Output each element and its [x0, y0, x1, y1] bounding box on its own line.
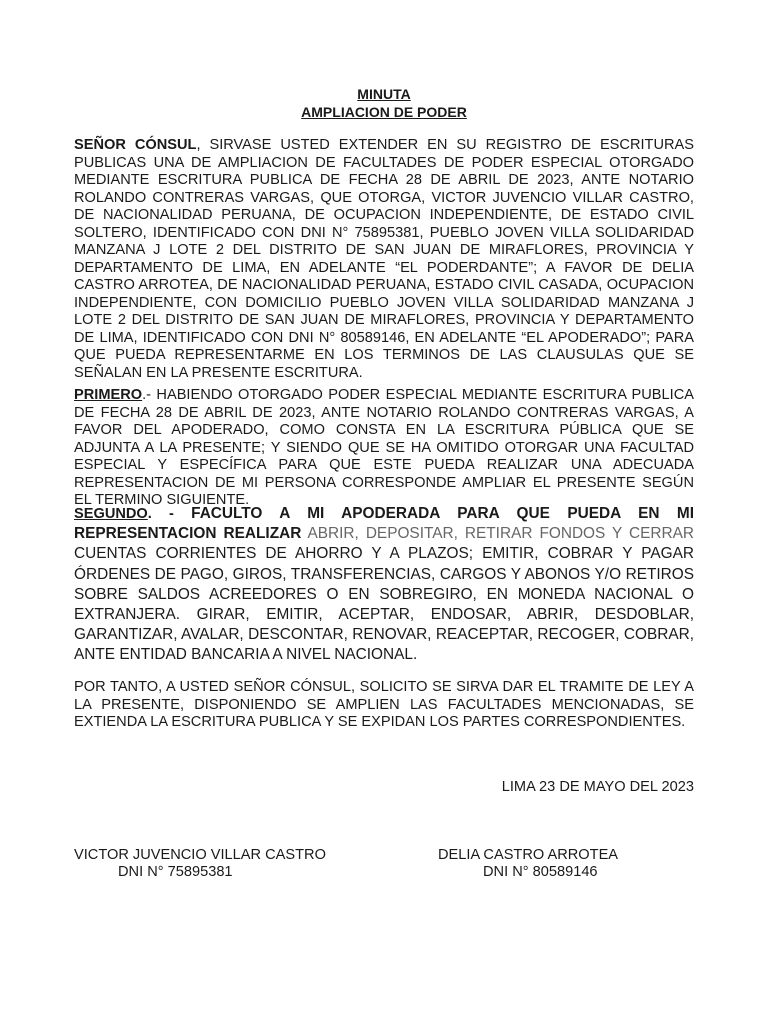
intro-paragraph [74, 137, 694, 382]
clause-primero [74, 387, 694, 510]
document-title: MINUTA [357, 86, 411, 102]
intro-text: , SIRVASE USTED EXTENDER EN SU REGISTRO DE ESCRITURAS PUBLICAS UNA DE AMPLIACION DE FACULTADES DE PODER ESPECIAL OTORGADO MEDIANTE ESCRITURA PUBLICA DE FECHA 28 DE ABRIL DE 2023, ANTE NOTARIO ROLANDO CONTRERAS VARGAS, QUE OTORGA, VICTOR JUVENCIO VILLAR CASTRO, DE NACIONALIDAD PERUANA, DE OCUPACION INDEPENDIENTE, DE ESTADO CIVIL SOLTERO, IDENTIFICADO CON DNI N° 75895381, PUEBLO JOVEN VILLA SOLIDARIDAD MANZANA J LOTE 2 DEL DISTRITO DE SAN JUAN DE MIRAFLORES, PROVINCIA Y DEPARTAMENTO DE LIMA, EN ADELANTE “EL PODERDANTE”; A FAVOR DE DELIA CASTRO ARROTEA, DE NACIONALIDAD PERUANA, ESTADO CIVIL CASADA, OCUPACION INDEPENDIENTE, CON DOMICILIO PUEBLO JOVEN VILLA SOLIDARIDAD MANZANA J LOTE 2 DEL DISTRITO DE SAN JUAN DE MIRAFLORES, PROVINCIA Y DEPARTAMENTO DE LIMA, IDENTIFICADO CON DNI N° 80589146, EN ADELANTE “EL APODERADO”; PARA QUE PUEDA REPRESENTARME EN LOS TERMINOS DE LAS CLAUSULAS QUE SE SEÑALAN EN LA PRESENTE ESCRITURA. [74, 137, 695, 381]
clause-segundo-label: SEGUNDO [74, 506, 148, 522]
clause-segundo-text: CUENTAS CORRIENTES DE AHORRO Y A PLAZOS; EMITIR, COBRAR Y PAGAR ÓRDENES DE PAGO, GIROS, TRANSFERENCIAS, CARGOS Y ABONOS Y/O RETIROS SOBRE SALDOS ACREEDORES O EN SOBREGIRO, EN MONEDA NACIONAL O EXTRANJERA. GIRAR, EMITIR, ACEPTAR, ENDOSAR, ABRIR, DESDOBLAR, GARANTIZAR, AVALAR, DESCONTAR, RENOVAR, REACEPTAR, RECOGER, COBRAR, ANTE ENTIDAD BANCARIA A NIVEL NACIONAL. [74, 545, 694, 664]
signatory-name-grantor: VICTOR JUVENCIO VILLAR CASTRO [74, 847, 326, 863]
signatory-dni-attorney: DNI N° 80589146 [483, 864, 598, 880]
intro-lead: SEÑOR CÓNSUL [74, 137, 197, 153]
clause-segundo-bold-text: FACULTO A MI APODERADA PARA QUE PUEDA EN MI REPRESENTACION REALIZAR [74, 505, 694, 543]
signatory-dni-grantor: DNI N° 75895381 [118, 864, 233, 880]
place-date: LIMA 23 DE MAYO DEL 2023 [501, 779, 694, 795]
clause-primero-text: .- HABIENDO OTORGADO PODER ESPECIAL MEDIANTE ESCRITURA PUBLICA DE FECHA 28 DE ABRIL DE 2023, ANTE NOTARIO ROLANDO CONTRERAS VARGAS, A FAVOR DEL APODERADO, COMO CONSTA EN LA ESCRITURA PÚBLICA QUE SE ADJUNTA A LA PRESENTE; Y SIENDO QUE SE HA OMITIDO OTORGAR UNA FACULTAD ESPECIAL Y ESPECÍFICA PARA QUE ESTE PUEDA REALIZAR UNA ADECUADA REPRESENTACION DE MI PERSONA CORRESPONDE AMPLIAR EL PRESENTE SEGÚN EL TERMINO SIGUIENTE. [74, 387, 694, 508]
signatory-name-attorney: DELIA CASTRO ARROTEA [438, 847, 619, 863]
document-subtitle: AMPLIACION DE PODER [301, 104, 467, 120]
closing-paragraph: POR TANTO, A USTED SEÑOR CÓNSUL, SOLICITO SE SIRVA DAR EL TRAMITE DE LEY A LA PRESENTE, DISPONIENDO SE AMPLIEN LAS FACULTADES MENCIONADAS, SE EXTIENDA LA ESCRITURA PUBLICA Y SE EXPIDAN LOS PARTES CORRESPONDIENTES. [74, 679, 694, 730]
clause-segundo-separator: . - [147, 506, 192, 522]
clause-primero-label: PRIMERO [74, 387, 143, 403]
clause-segundo-grey-text: ABRIR, DEPOSITAR, RETIRAR FONDOS Y CERRAR [301, 525, 695, 543]
clause-segundo [74, 504, 694, 666]
